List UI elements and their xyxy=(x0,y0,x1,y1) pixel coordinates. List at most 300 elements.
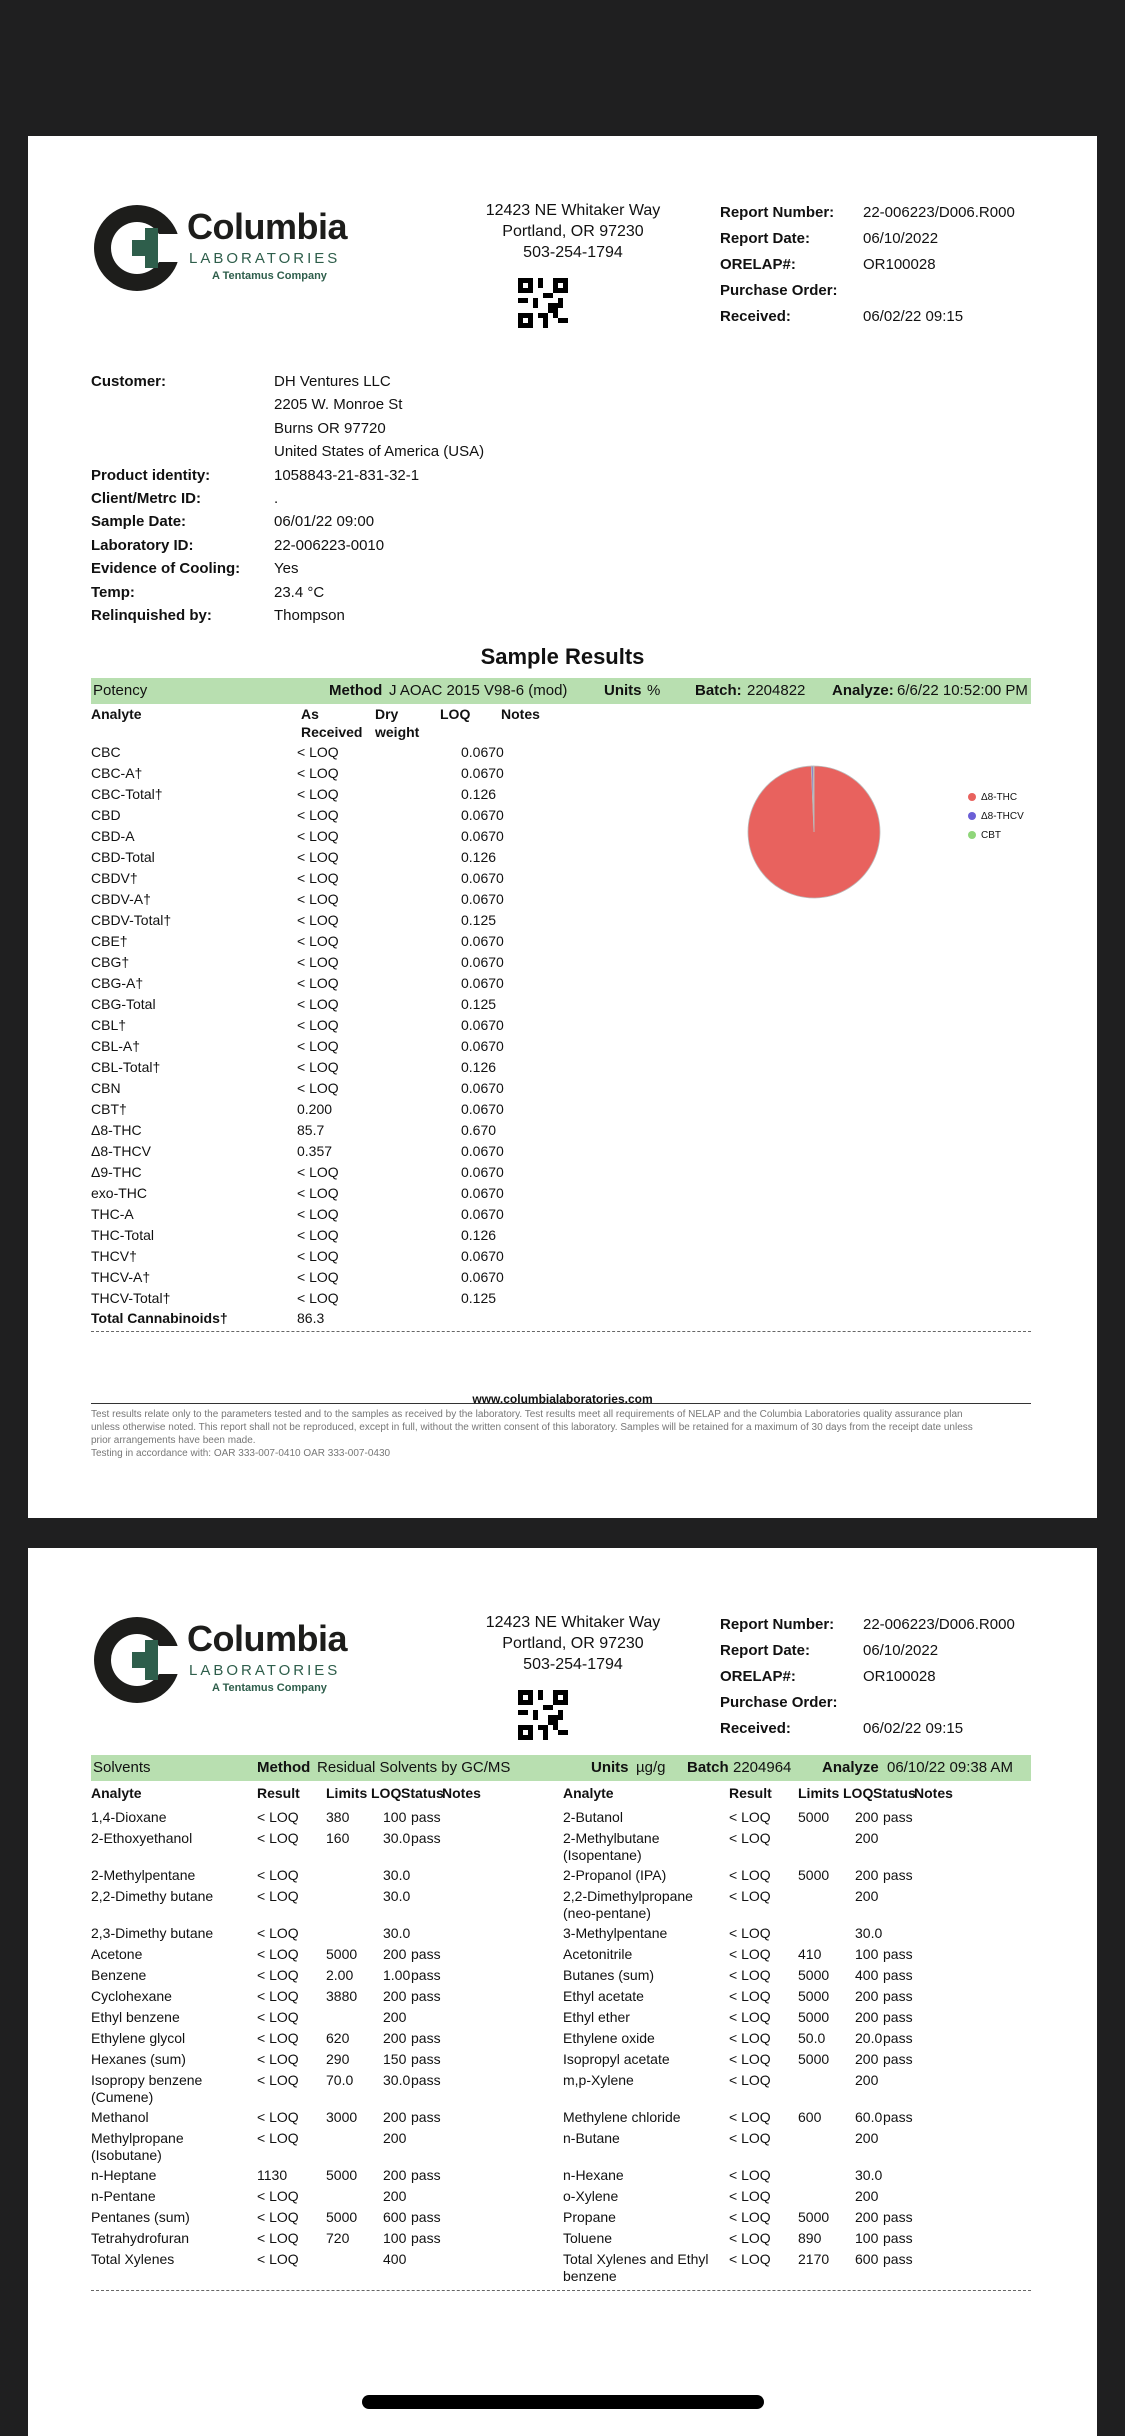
col-analyte: Analyte xyxy=(563,1785,614,1801)
solvent-limit: 5000 xyxy=(798,2209,830,2225)
solvent-result: < LOQ xyxy=(257,2130,299,2146)
solvent-limit: 3880 xyxy=(326,1988,358,2004)
solvent-row xyxy=(563,1865,1033,1885)
home-indicator[interactable] xyxy=(362,2395,764,2409)
solvent-analyte-cont: (Cumene) xyxy=(91,2089,154,2105)
field-label: Laboratory ID: xyxy=(91,536,194,554)
report-number-value: 22-006223/D006.R000 xyxy=(863,1616,1015,1633)
method-value: Residual Solvents by GC/MS xyxy=(317,1759,511,1776)
analyze-label: Analyze xyxy=(822,1759,879,1776)
analyte-loq: 0.0670 xyxy=(461,765,504,781)
field-value: Thompson xyxy=(274,607,345,625)
batch-label: Batch: xyxy=(695,682,742,699)
analyte-name: THC-Total xyxy=(91,1227,155,1243)
analyte-result: < LOQ xyxy=(297,912,339,928)
solvent-status: pass xyxy=(883,1809,913,1825)
company-tagline: A Tentamus Company xyxy=(212,270,327,282)
analyte-result: < LOQ xyxy=(297,786,339,802)
field-value: 06/01/22 09:00 xyxy=(274,513,375,531)
analyte-name: CBG-A† xyxy=(91,975,144,991)
analyte-name: CBD xyxy=(91,807,121,823)
analyte-result: < LOQ xyxy=(297,954,339,970)
solvent-loq: 1.00 xyxy=(383,1967,411,1983)
solvent-result: < LOQ xyxy=(729,2030,771,2046)
col-loq: LOQ xyxy=(440,706,471,722)
legend-label: Δ8-THCV xyxy=(981,811,1024,822)
solvent-loq: 200 xyxy=(855,2130,879,2146)
solvent-analyte: Total Xylenes xyxy=(91,2251,175,2267)
solvent-loq: 200 xyxy=(855,1867,879,1883)
address-line: Portland, OR 97230 xyxy=(502,1635,644,1652)
solvent-row xyxy=(563,2107,1033,2127)
footer-url[interactable]: www.columbialaboratories.com xyxy=(472,1392,653,1406)
solvent-loq: 200 xyxy=(855,2009,879,2025)
solvent-analyte: 1,4-Dioxane xyxy=(91,1809,167,1825)
potency-row xyxy=(91,763,511,784)
solvent-analyte-cont: (Isobutane) xyxy=(91,2147,162,2163)
potency-row xyxy=(91,826,511,847)
received-label: Received: xyxy=(720,1720,791,1737)
solvent-limit: 5000 xyxy=(798,1967,830,1983)
solvent-analyte: 2-Methylbutane xyxy=(563,1830,660,1846)
lab-address xyxy=(438,1612,708,1675)
analyte-result: < LOQ xyxy=(297,765,339,781)
solvent-status: pass xyxy=(883,2230,913,2246)
field-label: Sample Date: xyxy=(91,513,187,531)
address-line: Portland, OR 97230 xyxy=(502,223,644,240)
solvent-analyte: n-Butane xyxy=(563,2130,620,2146)
solvent-limit: 620 xyxy=(326,2030,350,2046)
potency-pie-chart xyxy=(718,736,898,916)
units-value: µg/g xyxy=(636,1759,666,1776)
solvent-loq: 400 xyxy=(855,1967,879,1983)
solvent-result: < LOQ xyxy=(729,2188,771,2204)
section-divider xyxy=(91,1331,1031,1332)
solvent-result: < LOQ xyxy=(257,2051,299,2067)
analyte-name: CBT† xyxy=(91,1101,127,1117)
analyte-name: CBC-Total† xyxy=(91,786,163,802)
solvent-limit: 50.0 xyxy=(798,2030,826,2046)
solvent-limit: 5000 xyxy=(326,2167,358,2183)
solvent-result: < LOQ xyxy=(257,2209,299,2225)
qr-code xyxy=(518,1690,568,1740)
batch-label: Batch xyxy=(687,1759,729,1776)
solvent-loq: 30.0 xyxy=(855,1925,883,1941)
company-name: Columbia xyxy=(187,1618,348,1659)
solvent-loq: 200 xyxy=(855,2072,879,2088)
potency-row xyxy=(91,1225,511,1246)
potency-row xyxy=(91,910,511,931)
col-limits: Limits xyxy=(798,1785,840,1801)
solvent-analyte: 2-Propanol (IPA) xyxy=(563,1867,667,1883)
solvent-result: < LOQ xyxy=(257,2109,299,2125)
solvent-analyte: Methanol xyxy=(91,2109,149,2125)
analyte-name: CBD-Total xyxy=(91,849,155,865)
solvent-analyte: m,p-Xylene xyxy=(563,2072,634,2088)
potency-row xyxy=(91,742,511,763)
solvent-row xyxy=(91,2128,561,2163)
solvent-analyte: Total Xylenes and Ethyl xyxy=(563,2251,709,2267)
solvent-analyte: Hexanes (sum) xyxy=(91,2051,186,2067)
address-line: 12423 NE Whitaker Way xyxy=(485,202,661,219)
analyte-loq: 0.125 xyxy=(461,996,497,1012)
solvent-limit: 5000 xyxy=(798,2051,830,2067)
solvent-analyte: Methylpropane xyxy=(91,2130,184,2146)
solvent-loq: 30.0 xyxy=(383,1867,411,1883)
col-limits: Limits xyxy=(326,1785,368,1801)
solvent-loq: 200 xyxy=(855,1809,879,1825)
potency-section-label: Potency xyxy=(93,682,148,699)
solvent-analyte: Ethyl ether xyxy=(563,2009,630,2025)
solvent-analyte: 2-Butanol xyxy=(563,1809,623,1825)
analyte-loq: 0.126 xyxy=(461,849,497,865)
solvent-loq: 400 xyxy=(383,2251,407,2267)
solvent-analyte: Benzene xyxy=(91,1967,147,1983)
solvent-loq: 100 xyxy=(855,1946,879,1962)
solvent-result: < LOQ xyxy=(729,2167,771,2183)
solvent-row xyxy=(91,1986,561,2006)
analyte-name: CBE† xyxy=(91,933,128,949)
solvent-result: < LOQ xyxy=(257,1867,299,1883)
analyte-result: < LOQ xyxy=(297,1206,339,1222)
analyte-result: < LOQ xyxy=(297,1059,339,1075)
analyte-loq: 0.0670 xyxy=(461,1185,504,1201)
legend-item xyxy=(968,788,1024,807)
disclaimer-line: Test results relate only to the parameters tested and to the samples as received by the laboratory. Test results meet all requirements of NELAP and the Columbia Laboratories quality assurance plan xyxy=(91,1409,963,1420)
analyte-result: < LOQ xyxy=(297,1248,339,1264)
solvent-analyte: n-Hexane xyxy=(563,2167,624,2183)
col-analyte: Analyte xyxy=(91,1785,142,1801)
solvent-limit: 5000 xyxy=(326,1946,358,1962)
analyte-name: Δ9-THC xyxy=(91,1164,142,1180)
disclaimer-line: unless otherwise noted. This report shall not be reproduced, except in full, without the written consent of this laboratory. Samples will be retained for a maximum of 30 days from the receipt date unless xyxy=(91,1422,973,1433)
analyte-result: < LOQ xyxy=(297,933,339,949)
potency-row xyxy=(91,868,511,889)
solvent-result: < LOQ xyxy=(729,1830,771,1846)
solvent-status: pass xyxy=(411,1809,441,1825)
solvent-loq: 30.0 xyxy=(383,1888,411,1904)
potency-row xyxy=(91,994,511,1015)
orelap-value: OR100028 xyxy=(863,1668,936,1685)
solvent-analyte: 2,2-Dimethylpropane xyxy=(563,1888,693,1904)
analyze-label: Analyze: xyxy=(832,682,894,699)
solvent-analyte: Tetrahydrofuran xyxy=(91,2230,190,2246)
customer-line: Burns OR 97720 xyxy=(274,419,386,437)
potency-row xyxy=(91,847,511,868)
field-label: Product identity: xyxy=(91,466,211,484)
analyte-loq: 0.0670 xyxy=(461,1164,504,1180)
solvent-row xyxy=(563,1923,1033,1943)
analyte-result: < LOQ xyxy=(297,849,339,865)
analyte-result: < LOQ xyxy=(297,1227,339,1243)
lab-address xyxy=(438,200,708,263)
solvent-limit: 5000 xyxy=(798,1867,830,1883)
potency-row xyxy=(91,1204,511,1225)
potency-row xyxy=(91,973,511,994)
solvent-status: pass xyxy=(883,2030,913,2046)
solvent-loq: 150 xyxy=(383,2051,407,2067)
analyte-result: < LOQ xyxy=(297,891,339,907)
potency-row xyxy=(91,805,511,826)
analyte-loq: 0.670 xyxy=(461,1122,497,1138)
units-label: Units xyxy=(604,682,642,699)
solvent-status: pass xyxy=(411,2167,441,2183)
solvent-result: < LOQ xyxy=(257,1967,299,1983)
report-number-label: Report Number: xyxy=(720,204,835,221)
analyte-loq: 0.0670 xyxy=(461,933,504,949)
solvent-status: pass xyxy=(883,2209,913,2225)
solvent-limit: 5000 xyxy=(798,1988,830,2004)
solvent-loq: 30.0 xyxy=(855,2167,883,2183)
legend-swatch xyxy=(968,793,976,801)
col-loq: LOQ xyxy=(371,1785,402,1801)
report-number-value: 22-006223/D006.R000 xyxy=(863,204,1015,221)
analyte-loq: 0.125 xyxy=(461,912,497,928)
solvent-status: pass xyxy=(411,2030,441,2046)
analyte-name: THCV-A† xyxy=(91,1269,151,1285)
analyze-value: 6/6/22 10:52:00 PM xyxy=(897,682,1028,699)
solvent-row xyxy=(563,2007,1033,2027)
solvent-row xyxy=(91,1923,561,1943)
analyte-result: < LOQ xyxy=(297,1290,339,1306)
solvent-row xyxy=(91,2107,561,2127)
received-value: 06/02/22 09:15 xyxy=(863,1720,964,1737)
solvent-analyte-cont: benzene xyxy=(563,2268,617,2284)
solvent-result: 1130 xyxy=(257,2167,288,2183)
analyte-name: CBG-Total xyxy=(91,996,156,1012)
report-date-label: Report Date: xyxy=(720,230,811,247)
col-result: Result xyxy=(257,1785,300,1801)
footer-disclaimer xyxy=(91,1408,1041,1460)
chart-legend xyxy=(968,788,1024,845)
units-label: Units xyxy=(591,1759,629,1776)
solvent-status: pass xyxy=(411,2109,441,2125)
solvent-row xyxy=(91,2028,561,2048)
analyte-name: CBG† xyxy=(91,954,130,970)
analyte-loq: 0.0670 xyxy=(461,1248,504,1264)
field-value: Yes xyxy=(274,560,299,578)
analyte-name: CBDV† xyxy=(91,870,138,886)
solvent-analyte: Toluene xyxy=(563,2230,613,2246)
potency-row xyxy=(91,1288,511,1309)
analyte-name: CBL-Total† xyxy=(91,1059,161,1075)
solvent-result: < LOQ xyxy=(729,2251,771,2267)
solvent-row xyxy=(91,1944,561,1964)
potency-row xyxy=(91,784,511,805)
analyte-loq: 0.0670 xyxy=(461,807,504,823)
solvent-row xyxy=(563,2049,1033,2069)
customer-line: DH Ventures LLC xyxy=(274,373,391,390)
potency-row xyxy=(91,1267,511,1288)
solvent-limit: 5000 xyxy=(798,2009,830,2025)
orelap-label: ORELAP#: xyxy=(720,1668,796,1685)
analyte-name: Δ8-THCV xyxy=(91,1143,151,1159)
analyte-result: 0.200 xyxy=(297,1101,333,1117)
potency-row xyxy=(91,1036,511,1057)
solvent-result: < LOQ xyxy=(729,1809,771,1825)
company-tagline: A Tentamus Company xyxy=(212,1682,327,1694)
solvent-analyte: Pentanes (sum) xyxy=(91,2209,190,2225)
analyte-result: < LOQ xyxy=(297,870,339,886)
total-value: 86.3 xyxy=(297,1310,325,1326)
solvent-analyte: n-Heptane xyxy=(91,2167,157,2183)
analyte-loq: 0.0670 xyxy=(461,1101,504,1117)
legend-label: CBT xyxy=(981,830,1001,841)
solvent-row xyxy=(563,1986,1033,2006)
solvent-status: pass xyxy=(883,1867,913,1883)
solvent-row xyxy=(91,2165,561,2185)
analyte-name: CBD-A xyxy=(91,828,135,844)
solvent-analyte: Cyclohexane xyxy=(91,1988,172,2004)
solvent-limit: 410 xyxy=(798,1946,822,1962)
potency-row xyxy=(91,931,511,952)
solvent-analyte: 2-Ethoxyethanol xyxy=(91,1830,193,1846)
solvent-row xyxy=(91,2070,561,2105)
solvent-result: < LOQ xyxy=(729,1967,771,1983)
total-label: Total Cannabinoids† xyxy=(91,1310,228,1326)
orelap-label: ORELAP#: xyxy=(720,256,796,273)
potency-row xyxy=(91,1183,511,1204)
solvent-limit: 720 xyxy=(326,2230,350,2246)
solvent-analyte-cont: (Isopentane) xyxy=(563,1847,642,1863)
analyte-name: THC-A xyxy=(91,1206,134,1222)
batch-value: 2204822 xyxy=(747,682,806,699)
address-phone: 503-254-1794 xyxy=(523,244,623,261)
company-subtitle: LABORATORIES xyxy=(189,250,341,267)
solvent-loq: 30.0 xyxy=(383,1830,411,1846)
analyte-name: CBL† xyxy=(91,1017,127,1033)
report-date-value: 06/10/2022 xyxy=(863,230,939,247)
solvent-result: < LOQ xyxy=(257,1988,299,2004)
solvent-status: pass xyxy=(883,1967,913,1983)
solvent-analyte: Ethylene glycol xyxy=(91,2030,186,2046)
solvent-row xyxy=(563,1886,1033,1921)
col-result: Result xyxy=(729,1785,772,1801)
solvent-analyte-cont: (neo-pentane) xyxy=(563,1905,651,1921)
field-label: Temp: xyxy=(91,583,135,601)
solvent-status: pass xyxy=(411,2051,441,2067)
analyte-result: < LOQ xyxy=(297,807,339,823)
solvent-loq: 200 xyxy=(855,1988,879,2004)
analyte-name: exo-THC xyxy=(91,1185,148,1201)
analyte-result: < LOQ xyxy=(297,1269,339,1285)
address-phone: 503-254-1794 xyxy=(523,1656,623,1673)
solvent-row xyxy=(91,2049,561,2069)
total-cannabinoids-row xyxy=(91,1308,511,1329)
solvent-loq: 30.0 xyxy=(383,2072,411,2088)
legend-item xyxy=(968,807,1024,826)
solvent-result: < LOQ xyxy=(257,1830,299,1846)
analyte-loq: 0.0670 xyxy=(461,891,504,907)
solvent-status: pass xyxy=(411,1946,441,1962)
potency-row xyxy=(91,952,511,973)
col-status: Status xyxy=(873,1785,916,1801)
solvent-status: pass xyxy=(883,2009,913,2025)
analyte-loq: 0.0670 xyxy=(461,1038,504,1054)
analyte-loq: 0.0670 xyxy=(461,1206,504,1222)
solvent-row xyxy=(91,1807,561,1827)
solvent-loq: 200 xyxy=(383,2188,407,2204)
solvent-result: < LOQ xyxy=(257,1809,299,1825)
solvent-result: < LOQ xyxy=(729,1988,771,2004)
solvent-row xyxy=(563,2128,1033,2148)
report-info xyxy=(720,1612,1015,1742)
solvent-row xyxy=(91,2228,561,2248)
analyte-result: < LOQ xyxy=(297,1017,339,1033)
solvent-result: < LOQ xyxy=(729,2230,771,2246)
analyte-result: 85.7 xyxy=(297,1122,325,1138)
solvent-row xyxy=(563,2186,1033,2206)
solvent-row xyxy=(563,2165,1033,2185)
units-value: % xyxy=(647,682,661,699)
analyte-result: < LOQ xyxy=(297,828,339,844)
solvent-limit: 70.0 xyxy=(326,2072,354,2088)
field-label: Client/Metrc ID: xyxy=(91,490,202,508)
analyte-name: CBC xyxy=(91,744,121,760)
disclaimer-line: Testing in accordance with: OAR 333-007-0410 OAR 333-007-0430 xyxy=(91,1448,391,1459)
report-date-label: Report Date: xyxy=(720,1642,811,1659)
col-status: Status xyxy=(401,1785,444,1801)
analyte-result: < LOQ xyxy=(297,1038,339,1054)
solvent-result: < LOQ xyxy=(729,2072,771,2088)
solvent-analyte: n-Pentane xyxy=(91,2188,156,2204)
solvent-row xyxy=(91,2249,561,2269)
legend-swatch xyxy=(968,812,976,820)
disclaimer-line: prior arrangements have been made. xyxy=(91,1435,256,1446)
solvent-result: < LOQ xyxy=(729,1946,771,1962)
solvent-limit: 600 xyxy=(798,2109,822,2125)
analyte-name: CBN xyxy=(91,1080,121,1096)
col-dry-weight: Dry weight xyxy=(375,706,420,740)
report-number-label: Report Number: xyxy=(720,1616,835,1633)
solvent-result: < LOQ xyxy=(729,2209,771,2225)
solvent-status: pass xyxy=(883,1988,913,2004)
solvent-limit: 290 xyxy=(326,2051,350,2067)
analyte-result: < LOQ xyxy=(297,975,339,991)
report-info xyxy=(720,200,1015,330)
solvent-loq: 200 xyxy=(383,1946,407,1962)
analyte-loq: 0.0670 xyxy=(461,1017,504,1033)
solvent-loq: 200 xyxy=(855,2051,879,2067)
col-notes: Notes xyxy=(501,706,540,722)
solvent-analyte: Methylene chloride xyxy=(563,2109,681,2125)
legend-item xyxy=(968,826,1024,845)
solvent-loq: 100 xyxy=(383,1809,407,1825)
solvent-row xyxy=(563,1965,1033,1985)
analyte-loq: 0.0670 xyxy=(461,870,504,886)
solvent-loq: 200 xyxy=(383,2030,407,2046)
method-value: J AOAC 2015 V98-6 (mod) xyxy=(389,682,568,699)
solvent-row xyxy=(91,1828,561,1848)
solvent-row xyxy=(563,2028,1033,2048)
solvent-limit: 3000 xyxy=(326,2109,358,2125)
potency-row xyxy=(91,1141,511,1162)
solvent-result: < LOQ xyxy=(729,2051,771,2067)
analyte-name: THCV-Total† xyxy=(91,1290,171,1306)
col-as-received: As Received xyxy=(301,706,363,740)
legend-label: Δ8-THC xyxy=(981,792,1018,803)
analyte-name: THCV† xyxy=(91,1248,137,1264)
solvent-loq: 200 xyxy=(383,1988,407,2004)
field-label: Evidence of Cooling: xyxy=(91,560,241,578)
analyte-loq: 0.125 xyxy=(461,1290,497,1306)
columbia-logo xyxy=(92,1612,362,1708)
solvent-result: < LOQ xyxy=(729,1867,771,1883)
solvent-result: < LOQ xyxy=(257,2230,299,2246)
solvent-result: < LOQ xyxy=(729,2130,771,2146)
analyte-loq: 0.0670 xyxy=(461,975,504,991)
solvent-analyte: Isopropyl acetate xyxy=(563,2051,670,2067)
